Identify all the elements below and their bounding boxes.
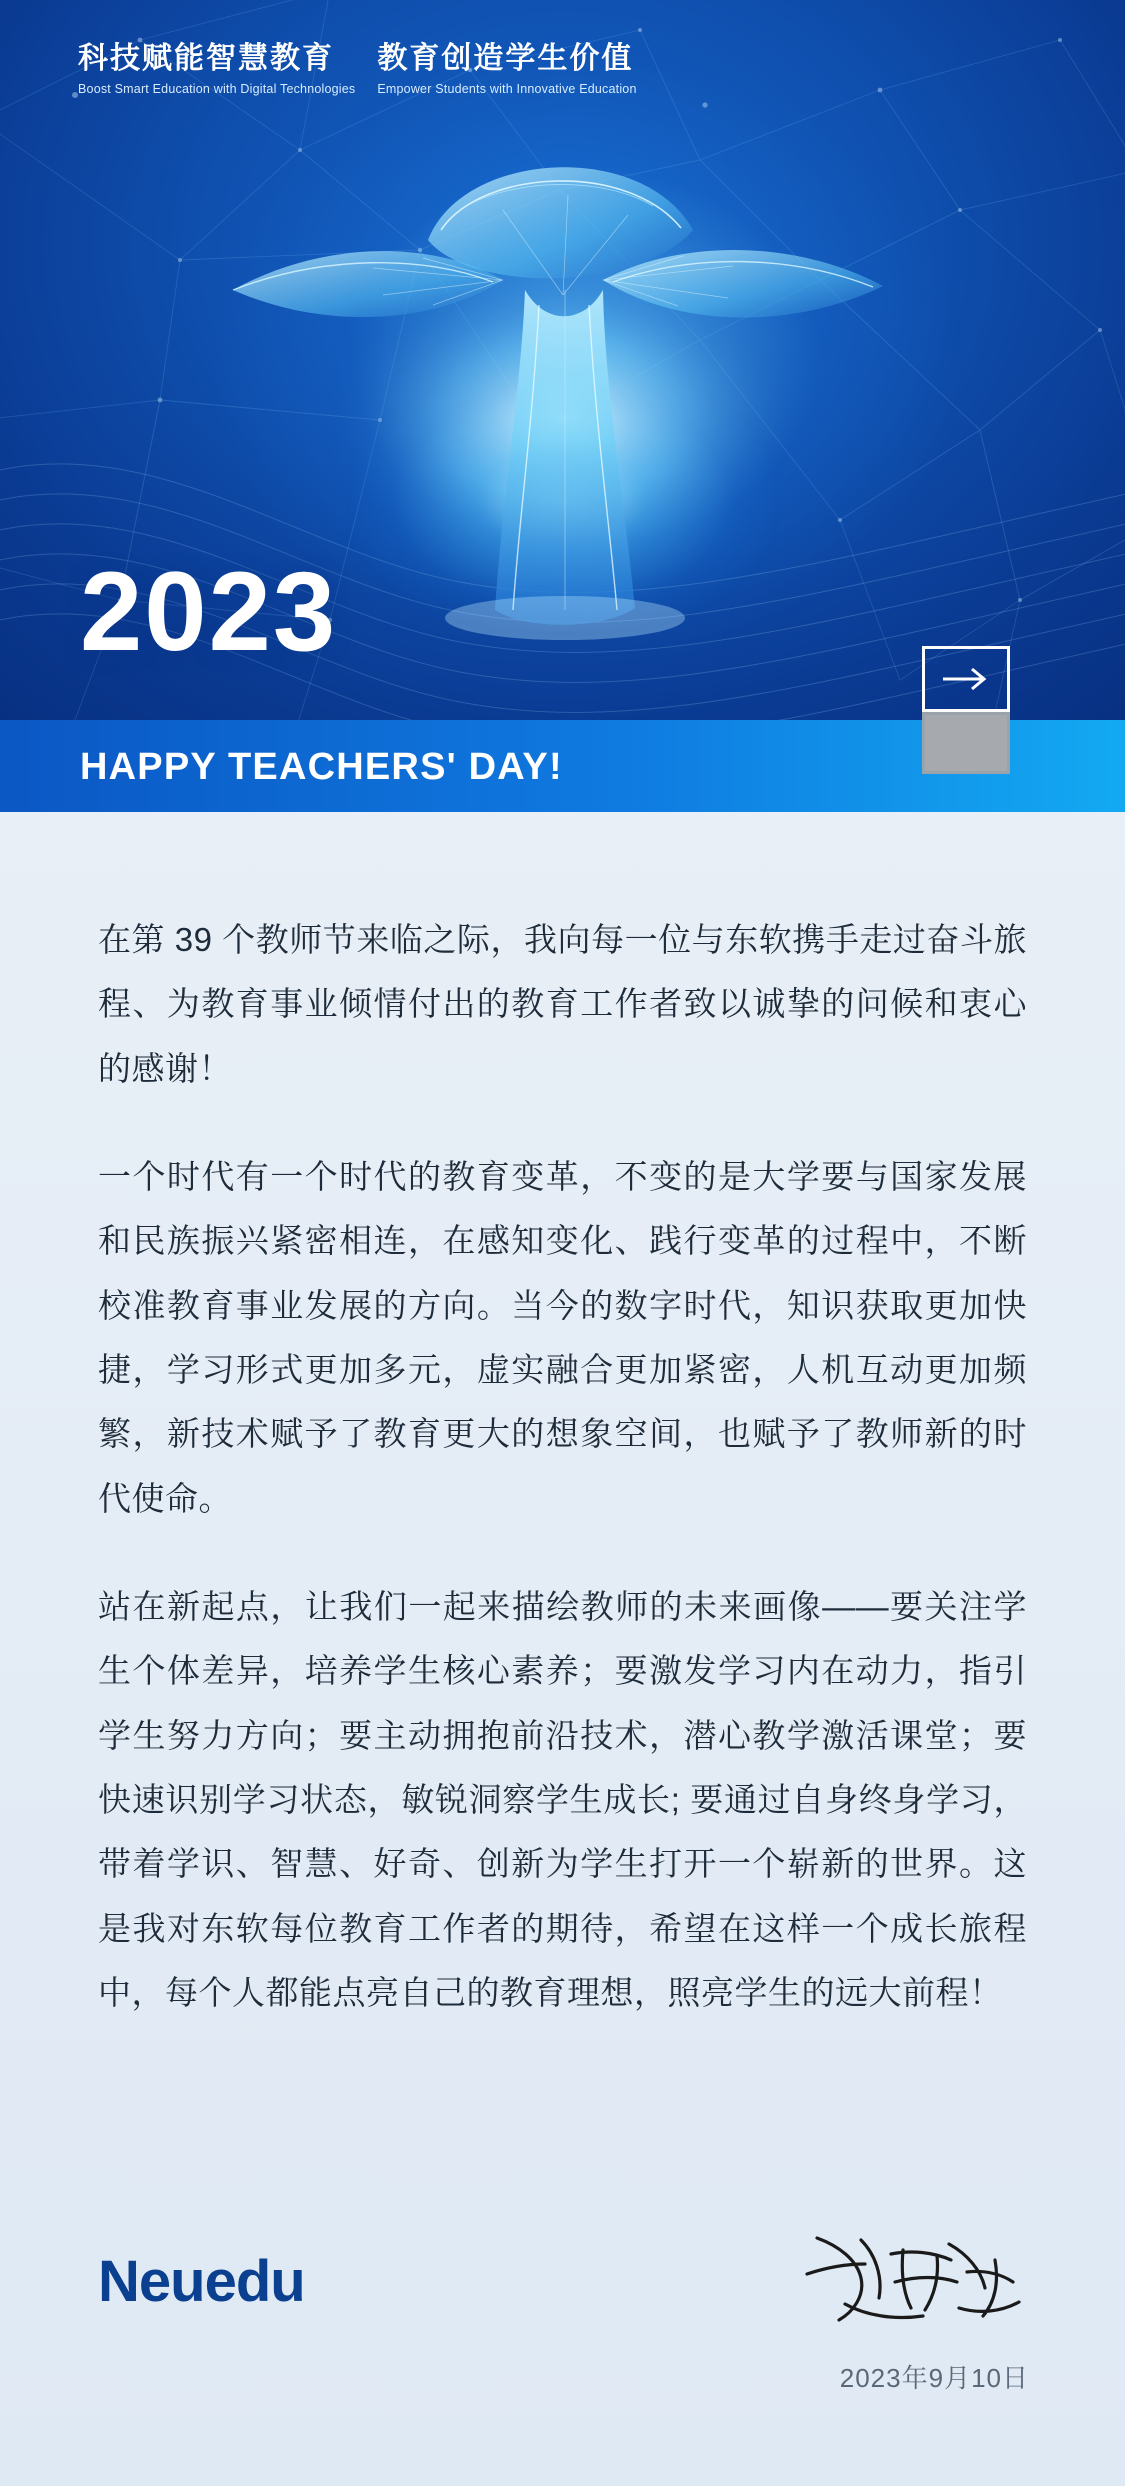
signature-date: 2023年9月10日	[839, 2363, 1029, 2393]
arrow-widget-placeholder-box	[922, 712, 1010, 774]
letter-paragraph-3: 站在新起点，让我们一起来描绘教师的未来画像——要关注学生个体差异，培养学生核心素养；要激发学习内在动力，指引学生努力方向；要主动拥抱前沿技术，潜心教学激活课堂；要快速识别学习状态，敏锐洞察学生成长; 要通过自身终身学习，带着学识、智慧、好奇、创新为学生打开一个崭新的世界。这是我对东软每位教育工作者的期待，希望在这样一个成长旅程中，每个人都能点亮自己的教育理想，照亮学生的远大前程！	[98, 1588, 1027, 2012]
letter-content	[0, 812, 1125, 2026]
handwritten-signature-icon	[799, 2220, 1029, 2340]
arrow-right-button[interactable]	[922, 646, 1010, 712]
hero-banner	[0, 0, 1125, 812]
arrow-right-icon	[941, 666, 991, 692]
arrow-widget[interactable]	[922, 646, 1010, 774]
year-label: 2023	[80, 549, 338, 674]
letter-paragraph-1: 在第 39 个教师节来临之际，我向每一位与东软携手走过奋斗旅程、为教育事业倾情付出的教育工作者致以诚挚的问候和衷心的感谢！	[98, 921, 1027, 1087]
slogan-cn-1: 科技赋能智慧教育	[78, 42, 334, 75]
letter-footer	[0, 2210, 1125, 2486]
slogan-en-2: Empower Students with Innovative Education	[377, 81, 637, 96]
slogan-block-1	[78, 42, 355, 98]
letter-body	[0, 812, 1125, 2026]
signature	[799, 2220, 1029, 2340]
band-title: HAPPY TEACHERS' DAY!	[80, 746, 563, 788]
slogan-block-2	[377, 42, 636, 98]
letter-paragraph-2: 一个时代有一个时代的教育变革，不变的是大学要与国家发展和民族振兴紧密相连，在感知变化、践行变革的过程中，不断校准教育事业发展的方向。当今的数字时代，知识获取更加快捷，学习形式更加多元，虚实融合更加紧密，人机互动更加频繁，新技术赋予了教育更大的想象空间，也赋予了教师新的时代使命。	[98, 1158, 1027, 1517]
slogan-en-1: Boost Smart Education with Digital Technologies	[78, 81, 356, 96]
hero-slogans	[78, 42, 637, 98]
brand-logo-neuedu: Neuedu	[98, 2249, 305, 2314]
slogan-cn-2: 教育创造学生价值	[377, 42, 634, 75]
